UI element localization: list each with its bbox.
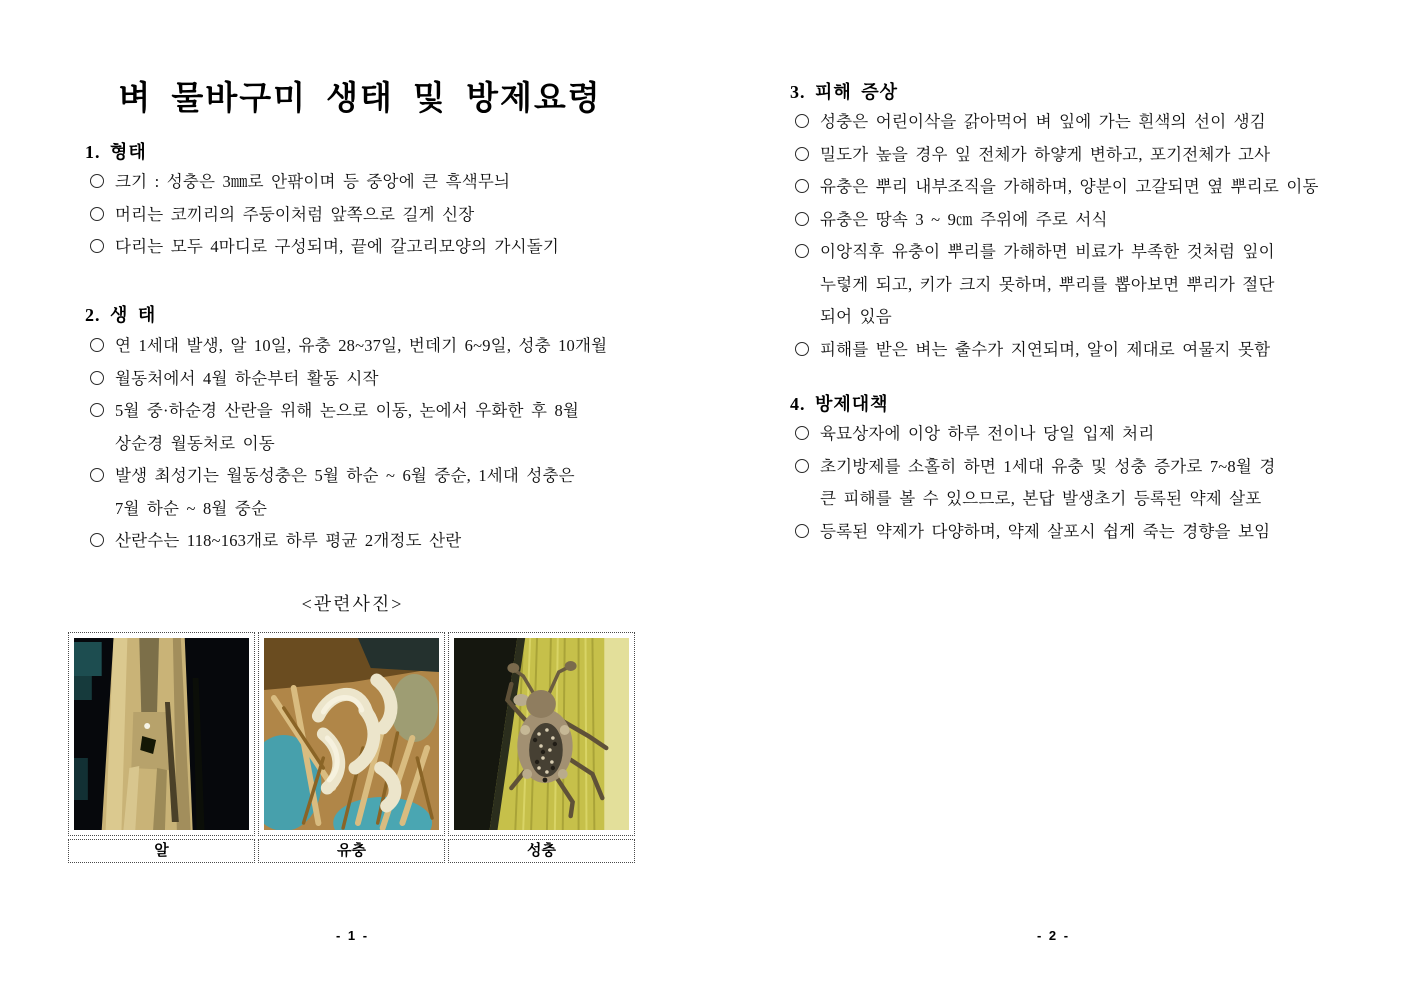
list-item-text: 등록된 약제가 다양하며, 약제 살포시 쉽게 죽는 경향을 보임 <box>820 521 1271 541</box>
list-item-text: 크기 : 성충은 3㎜로 안팎이며 등 중앙에 큰 흑색무늬 <box>115 172 511 191</box>
list-item-text: 산란수는 118~163개로 하루 평균 2개정도 산란 <box>115 531 462 550</box>
list-item-text: 이앙직후 유충이 뿌리를 가해하면 비료가 부족한 것처럼 잎이 누렇게 되고, 키가 크지 못하며, 뿌리를 뽑아보면 뿌리가 절단 되어 있음 <box>820 242 1275 326</box>
list-item <box>90 363 646 396</box>
circle-bullet-icon <box>90 533 104 547</box>
list-item <box>795 139 1347 172</box>
section-1-list <box>90 166 646 264</box>
list-item <box>90 525 646 558</box>
photo-label-larva: 유충 <box>258 839 445 863</box>
photo-table <box>68 632 635 863</box>
list-item <box>90 330 646 363</box>
page-title: 벼 물바구미 생태 및 방제요령 <box>118 79 602 116</box>
list-item-text: 머리는 코끼리의 주둥이처럼 앞쪽으로 길게 신장 <box>115 204 475 224</box>
list-item-text: 성충은 어린이삭을 갉아먹어 벼 잎에 가는 흰색의 선이 생김 <box>820 112 1266 131</box>
section-heading-4: 4. 방제대책 <box>790 394 889 414</box>
circle-bullet-icon <box>795 524 809 538</box>
list-item-text: 피해를 받은 벼는 출수가 지연되며, 알이 제대로 여물지 못함 <box>820 339 1271 359</box>
circle-bullet-icon <box>90 371 104 385</box>
circle-bullet-icon <box>795 114 809 128</box>
list-item <box>90 166 646 199</box>
circle-bullet-icon <box>90 239 104 253</box>
list-item <box>795 106 1347 139</box>
photo-egg <box>68 632 255 836</box>
section-3-list <box>795 106 1347 366</box>
photo-label-egg: 알 <box>68 839 255 863</box>
section-2-list <box>90 330 646 558</box>
list-item <box>90 395 646 460</box>
circle-bullet-icon <box>90 338 104 352</box>
circle-bullet-icon <box>795 426 809 440</box>
list-item <box>795 236 1347 334</box>
circle-bullet-icon <box>90 207 104 221</box>
list-item <box>795 171 1347 204</box>
photo-label-adult: 성충 <box>448 839 635 863</box>
list-item-text: 다리는 모두 4마디로 구성되며, 끝에 갈고리모양의 가시돌기 <box>115 237 560 256</box>
egg-photo-image <box>74 638 249 830</box>
section-heading-3: 3. 피해 증상 <box>790 82 899 102</box>
list-item <box>795 204 1347 237</box>
list-item <box>90 199 646 232</box>
photo-larvae <box>258 632 445 836</box>
list-item <box>795 334 1347 367</box>
circle-bullet-icon <box>795 459 809 473</box>
list-item <box>795 451 1347 516</box>
list-item-text: 5월 중·하순경 산란을 위해 논으로 이동, 논에서 우화한 후 8월 상순경 월동처로 이동 <box>115 401 580 453</box>
list-item-text: 육묘상자에 이앙 하루 전이나 당일 입제 처리 <box>820 424 1155 443</box>
related-photos-caption: <관련사진> <box>301 594 404 614</box>
circle-bullet-icon <box>795 342 809 356</box>
list-item-text: 발생 최성기는 월동성충은 5월 하순 ~ 6월 중순, 1세대 성충은 7월 하순 ~ 8월 중순 <box>115 466 575 518</box>
list-item <box>795 516 1347 549</box>
list-item-text: 밀도가 높을 경우 잎 전체가 하얗게 변하고, 포기전체가 고사 <box>820 144 1271 164</box>
circle-bullet-icon <box>795 147 809 161</box>
list-item-text: 연 1세대 발생, 알 10일, 유충 28~37일, 번데기 6~9일, 성충 10개월 <box>115 336 608 355</box>
list-item-text: 초기방제를 소홀히 하면 1세대 유충 및 성충 증가로 7~8월 경 큰 피해를 볼 수 있으므로, 본답 발생초기 등록된 약제 살포 <box>820 456 1276 508</box>
larvae-photo-image <box>264 638 439 830</box>
section-4-list <box>795 418 1347 548</box>
list-item <box>90 231 646 264</box>
section-heading-2: 2. 생 태 <box>85 305 157 325</box>
page-number-1: - 1 - <box>335 928 370 943</box>
list-item-text: 유충은 땅속 3 ~ 9㎝ 주위에 주로 서식 <box>820 209 1108 229</box>
circle-bullet-icon <box>795 179 809 193</box>
list-item <box>795 418 1347 451</box>
adult-photo-image <box>454 638 629 830</box>
photo-adult <box>448 632 635 836</box>
circle-bullet-icon <box>90 468 104 482</box>
circle-bullet-icon <box>795 244 809 258</box>
section-heading-1: 1. 형태 <box>85 142 147 162</box>
circle-bullet-icon <box>795 212 809 226</box>
circle-bullet-icon <box>90 174 104 188</box>
circle-bullet-icon <box>90 403 104 417</box>
list-item <box>90 460 646 525</box>
page-number-2: - 2 - <box>1036 928 1071 943</box>
list-item-text: 월동처에서 4월 하순부터 활동 시작 <box>115 368 379 388</box>
list-item-text: 유충은 뿌리 내부조직을 가해하며, 양분이 고갈되면 옆 뿌리로 이동 <box>820 177 1319 196</box>
